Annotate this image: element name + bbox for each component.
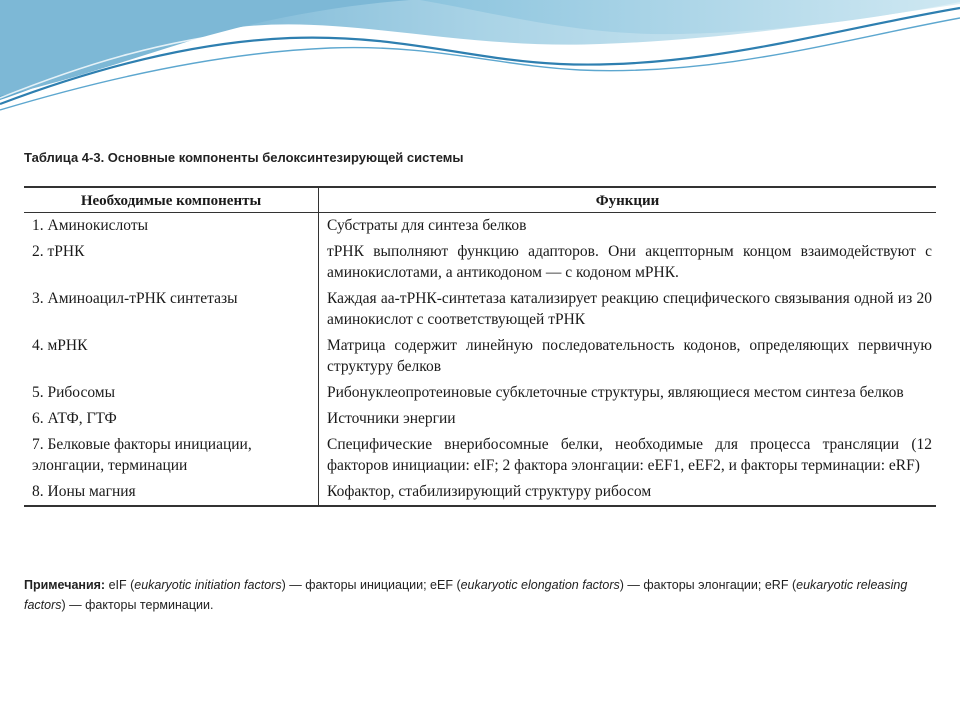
header-components: Необходимые компоненты [24,187,319,213]
footnote-erf-ru: — факторы терминации. [69,598,214,612]
footnote-eef-ru: — факторы элонгации; [627,578,762,592]
function-cell: Источники энергии [327,410,456,427]
component-cell: 1. Аминокислоты [24,213,319,240]
component-cell: 6. АТФ, ГТФ [24,406,319,432]
component-cell: 2. тРНК [24,239,319,286]
function-cell: Матрица содержит линейную последовательность кодонов, определяющих первичную структуру белков [327,337,932,375]
footnote-eef-en: eukaryotic elongation factors [460,578,620,592]
function-cell: Рибонуклеопротеиновые субклеточные структуры, являющиеся местом синтеза белков [327,384,904,401]
table-row [24,239,936,286]
function-cell: Субстраты для синтеза белков [327,217,527,234]
table-row [24,479,936,506]
table-row [24,432,936,479]
function-cell: Каждая аа-тРНК-синтетаза катализирует реакцию специфического связывания одной из 20 аминокислот с соответствующей тРНК [327,290,932,328]
component-cell: 4. мРНК [24,333,319,380]
table-footnote: Примечания: eIF (eukaryotic initiation factors) — факторы инициации; eEF (eukaryotic elongation factors) — факторы элонгации; eRF (eukaryotic releasing factors) — факторы терминации. [24,578,908,612]
component-cell: 3. Аминоацил-тРНК синтетазы [24,286,319,333]
footnote-eif-abbr: eIF [108,578,127,592]
function-cell: Специфические внерибосомные белки, необходимые для процесса трансляции (12 факторов инициации: eIF; 2 фактора элонгации: eEF1, eEF2, и факторы терминации: eRF) [327,436,932,474]
header-functions: Функции [319,187,937,213]
footnote-erf-en: eukaryotic releasing factors [24,578,908,612]
header-wave-decoration [0,0,960,120]
table-title: Таблица 4-3. Основные компоненты белоксинтезирующей системы [24,150,464,165]
footnote-eef-abbr: eEF [430,578,453,592]
table-row [24,213,936,240]
footnote-eif-en: eukaryotic initiation factors [134,578,282,592]
table-row [24,286,936,333]
footnote-eif-ru: — факторы инициации; [289,578,427,592]
component-cell: 7. Белковые факторы инициации, элонгации, терминации [24,432,319,479]
footnote-erf-abbr: eRF [764,578,789,592]
table-header-row [24,187,936,213]
components-table [24,186,936,507]
function-cell: Кофактор, стабилизирующий структуру рибосом [319,479,937,506]
table-row [24,333,936,380]
function-cell: тРНК выполняют функцию адапторов. Они акцепторным концом взаимодействуют с аминокислотами, а антикодоном — с кодоном мРНК. [327,243,932,281]
component-cell: 8. Ионы магния [24,479,319,506]
table-row [24,406,936,432]
table-row [24,380,936,406]
footnote-label: Примечания: [24,578,106,592]
component-cell: 5. Рибосомы [24,380,319,406]
